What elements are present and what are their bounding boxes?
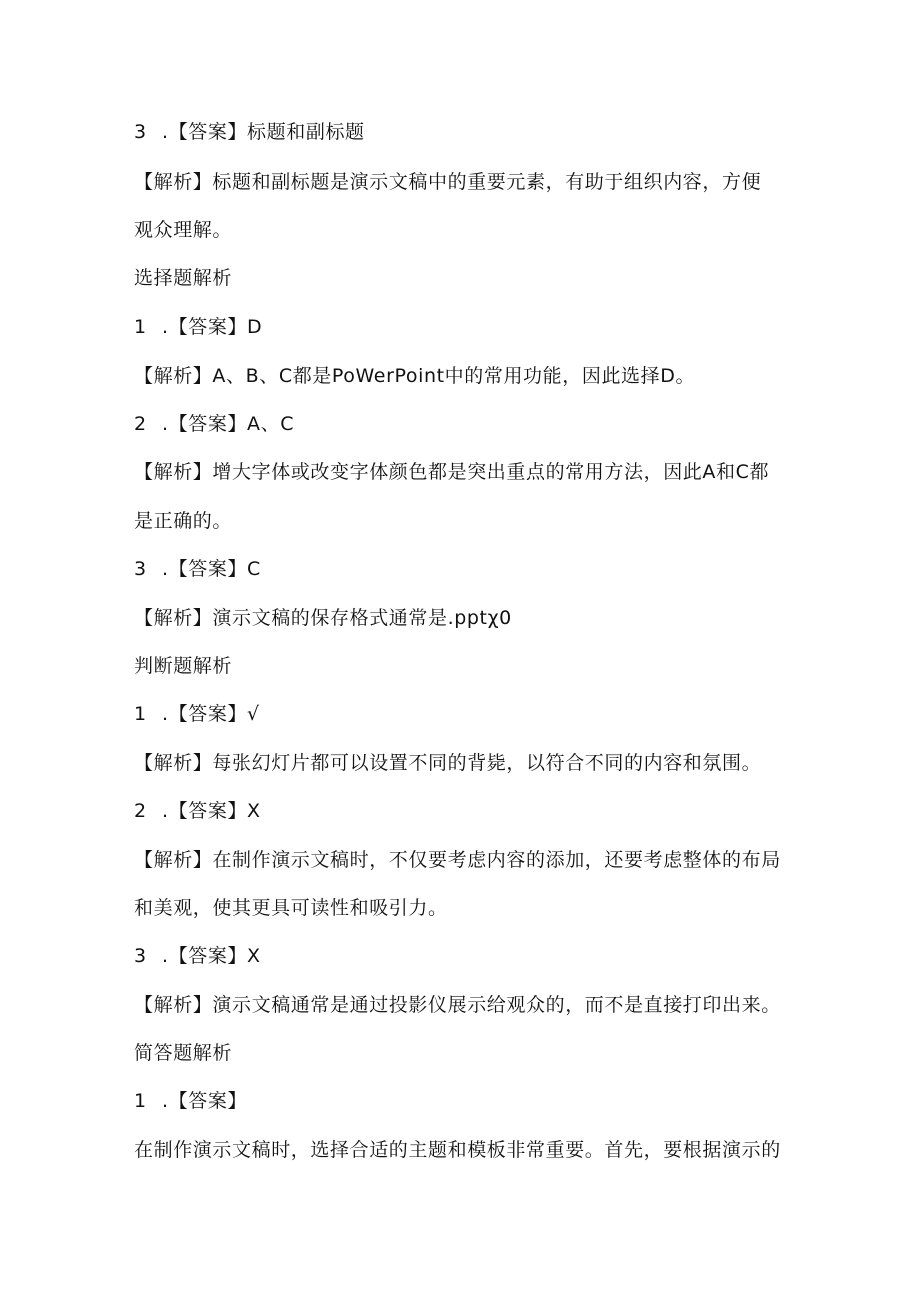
explanation-line — [134, 170, 794, 194]
item-number: 3 — [134, 558, 147, 580]
explanation-line — [134, 460, 794, 484]
line-text: .【答案】A、C — [162, 413, 295, 435]
line-text: 【解析】在制作演示文稿时，不仅要考虑内容的添加，还要考虑整体的布局 — [134, 849, 781, 871]
line-text: .【答案】X — [162, 945, 261, 967]
line-text: 判断题解析 — [134, 655, 233, 677]
answer-line-1 — [134, 1089, 794, 1113]
explanation-line — [134, 606, 794, 630]
line-text: .【答案】√ — [162, 703, 260, 725]
answer-line-2 — [134, 412, 794, 436]
explanation-line — [134, 993, 794, 1017]
line-text: 【解析】标题和副标题是演示文稿中的重要元素，有助于组织内容，方便 — [134, 171, 762, 193]
answer-line-1 — [134, 315, 794, 339]
line-text: .【答案】标题和副标题 — [162, 121, 365, 143]
line-text: 【解析】演示文稿通常是通过投影仪展示给观众的，而不是直接打印出来。 — [134, 994, 781, 1016]
line-text: 在制作演示文稿时，选择合适的主题和模板非常重要。首先，要根据演示的 — [134, 1139, 781, 1161]
section-heading-short-answer — [134, 1041, 794, 1065]
line-text: .【答案】D — [162, 316, 263, 338]
answer-line-3 — [134, 120, 794, 144]
explanation-line-cont — [134, 509, 794, 533]
line-text: 是正确的。 — [134, 510, 233, 532]
explanation-line-cont — [134, 218, 794, 242]
section-heading-judgement — [134, 654, 794, 678]
answer-line-2 — [134, 799, 794, 823]
line-text: .【答案】 — [162, 1090, 248, 1112]
line-text: 【解析】每张幻灯片都可以设置不同的背毙，以符合不同的内容和氛围。 — [134, 752, 762, 774]
line-text: 【解析】增大字体或改变字体颜色都是突出重点的常用方法，因此A和C都 — [134, 461, 770, 483]
item-number: 1 — [134, 316, 147, 338]
line-text: 选择题解析 — [134, 267, 233, 289]
item-number: 3 — [134, 121, 147, 143]
item-number: 1 — [134, 703, 147, 725]
explanation-line — [134, 364, 794, 388]
line-text: 简答题解析 — [134, 1042, 233, 1064]
line-text: 【解析】演示文稿的保存格式通常是.pptχ0 — [134, 607, 512, 629]
explanation-line — [134, 751, 794, 775]
item-number: 3 — [134, 945, 147, 967]
line-text: .【答案】C — [162, 558, 261, 580]
paragraph-line — [134, 1138, 794, 1162]
explanation-line — [134, 848, 794, 872]
item-number: 1 — [134, 1090, 147, 1112]
item-number: 2 — [134, 413, 147, 435]
line-text: 和美观，使其更具可读性和吸引力。 — [134, 897, 448, 919]
line-text: 【解析】A、B、C都是PoWerPoint中的常用功能，因此选择D。 — [134, 365, 696, 387]
line-text: 观众理解。 — [134, 219, 233, 241]
answer-line-3 — [134, 944, 794, 968]
item-number: 2 — [134, 800, 147, 822]
line-text: .【答案】X — [162, 800, 261, 822]
explanation-line-cont — [134, 896, 794, 920]
answer-line-1 — [134, 702, 794, 726]
answer-line-3 — [134, 557, 794, 581]
section-heading-choice — [134, 266, 794, 290]
